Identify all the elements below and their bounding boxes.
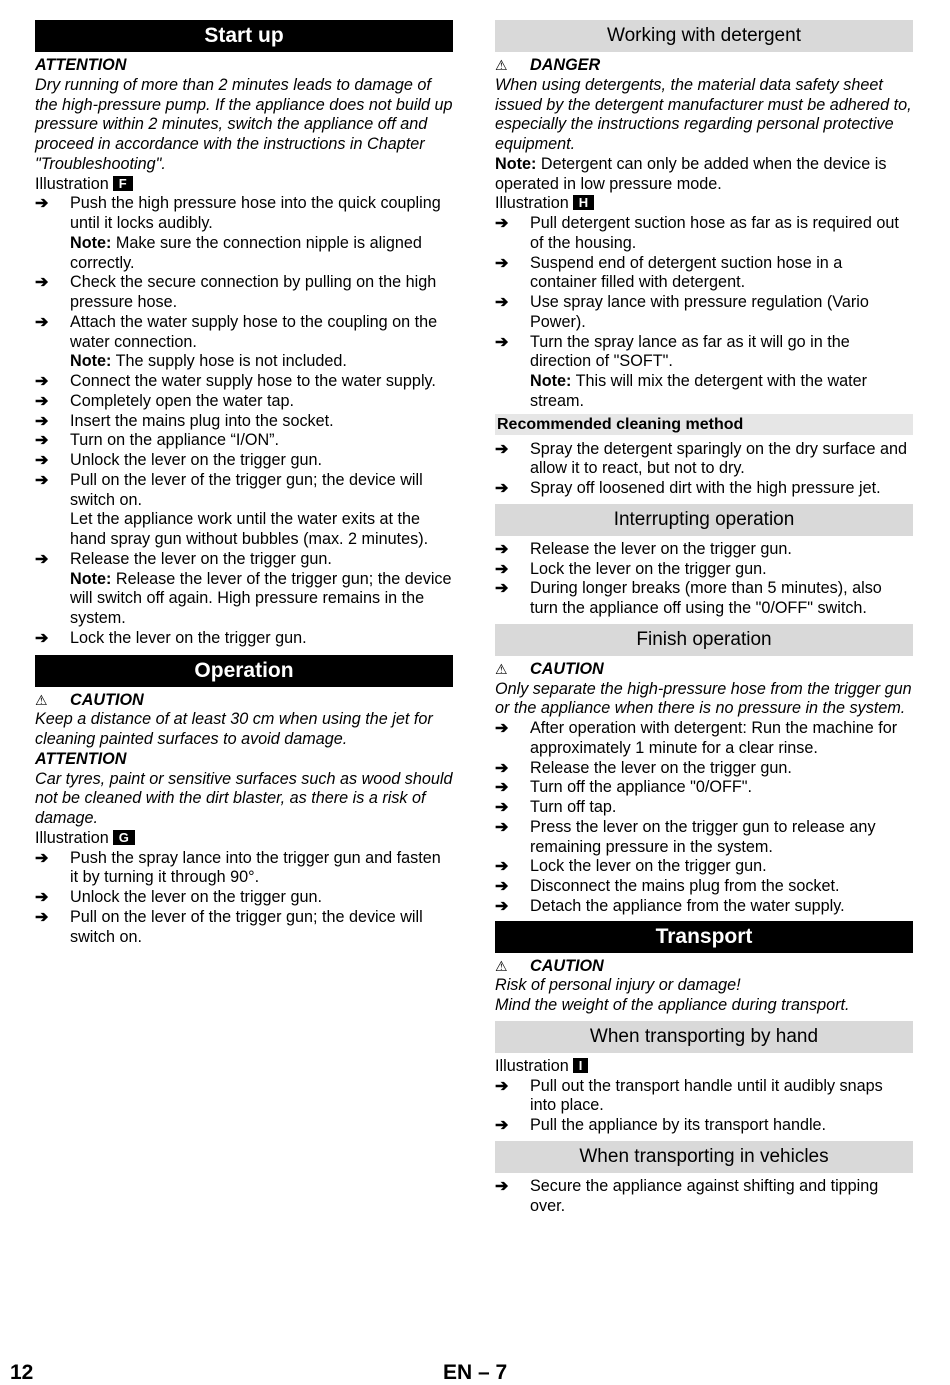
list-item [35, 412, 453, 432]
list-item [495, 214, 913, 254]
illustration-ref [495, 194, 913, 214]
step-text: Spray off loosened dirt with the high pressure jet. [530, 479, 881, 497]
illustration-label: Illustration [495, 194, 569, 213]
danger-label [495, 56, 913, 76]
step-text: Check the secure connection by pulling on the high pressure hose. [70, 273, 437, 311]
illustration-badge: H [573, 195, 594, 210]
section-title-finish-operation: Finish operation [495, 624, 913, 656]
arrow-icon: ➔ [35, 273, 49, 292]
arrow-icon: ➔ [495, 214, 509, 232]
list-item [495, 798, 913, 818]
note-text: The supply hose is not included. [111, 352, 347, 371]
arrow-icon: ➔ [35, 549, 49, 568]
list-item [495, 333, 913, 373]
step-text: Connect the water supply hose to the water supply. [70, 372, 436, 390]
step-text: Suspend end of detergent suction hose in a container filled with detergent. [530, 253, 843, 292]
list-item [35, 629, 453, 649]
step-text: Secure the appliance against shifting and tipping over. [530, 1176, 879, 1215]
list-item [495, 579, 913, 619]
arrow-icon: ➔ [495, 758, 509, 777]
note-text: Release the lever of the trigger gun; the device will switch off again. High pressure remains in the system. [70, 569, 452, 627]
arrow-icon: ➔ [495, 1176, 509, 1195]
illustration-label: Illustration [35, 174, 109, 193]
step-extra: Let the appliance work until the water exits at the hand spray gun without bubbles (max. 2 minutes). [70, 510, 429, 548]
right-column [495, 20, 913, 1216]
step-text: Pull the appliance by its transport handle. [530, 1116, 827, 1134]
danger-text-label: DANGER [530, 56, 601, 74]
step-text: Unlock the lever on the trigger gun. [70, 451, 322, 469]
list-item [35, 451, 453, 471]
arrow-icon: ➔ [495, 293, 509, 311]
arrow-icon: ➔ [495, 1076, 509, 1095]
step-note [35, 352, 453, 372]
step-text: Use spray lance with pressure regulation (Vario Power). [530, 293, 869, 331]
caution-text: Risk of personal injury or damage! [495, 976, 741, 995]
note-text: This will mix the detergent with the water stream. [530, 372, 868, 410]
step-text: Release the lever on the trigger gun. [530, 539, 792, 558]
step-text: Completely open the water tap. [70, 391, 295, 410]
step-text: Unlock the lever on the trigger gun. [70, 888, 322, 906]
caution-text: Only separate the high-pressure hose from the trigger gun or the appliance when there is no pressure in the system. [495, 679, 912, 718]
arrow-icon: ➔ [495, 579, 509, 598]
illustration-label: Illustration [35, 828, 109, 847]
caution-label [495, 660, 913, 680]
list-item [495, 719, 913, 759]
list-item [495, 818, 913, 858]
list-item [495, 897, 913, 917]
page-code: EN – 7 [443, 1361, 508, 1384]
list-item [35, 888, 453, 908]
step-text: Detach the appliance from the water supply. [530, 896, 845, 915]
arrow-icon: ➔ [495, 539, 509, 558]
arrow-icon: ➔ [495, 877, 509, 895]
list-item [35, 273, 453, 313]
list-item [35, 372, 453, 392]
section-title-transport-in-vehicles: When transporting in vehicles [495, 1141, 913, 1173]
step-text: Lock the lever on the trigger gun. [70, 628, 307, 647]
arrow-icon: ➔ [495, 439, 509, 458]
step-text: Spray the detergent sparingly on the dry surface and allow it to react, but not to dry. [530, 439, 908, 478]
step-text: Pull on the lever of the trigger gun; the device will switch on. [70, 907, 423, 946]
list-item [495, 440, 913, 480]
step-note [35, 234, 453, 274]
note-label: Note: [530, 372, 572, 390]
step-text: Lock the lever on the trigger gun. [530, 559, 767, 578]
list-item [35, 908, 453, 948]
arrow-icon: ➔ [35, 451, 49, 469]
arrow-icon: ➔ [495, 1116, 509, 1134]
note-text: Make sure the connection nipple is aligned correctly. [70, 233, 422, 272]
list-item [495, 778, 913, 798]
step-text: During longer breaks (more than 5 minutes), also turn the appliance off using the "0/OFF" switch. [530, 579, 882, 617]
list-item [495, 877, 913, 897]
step-text: Press the lever on the trigger gun to release any remaining pressure in the system. [530, 817, 876, 856]
illustration-ref [495, 1057, 913, 1077]
section-title-operation: Operation [35, 655, 453, 687]
illustration-ref [35, 829, 453, 849]
caution-text-label: CAUTION [70, 690, 144, 709]
section-title-start-up: Start up [35, 20, 453, 52]
arrow-icon: ➔ [495, 857, 509, 876]
section-title-transport: Transport [495, 921, 913, 953]
caution-label [495, 957, 913, 977]
arrow-icon: ➔ [495, 719, 509, 737]
note-label: Note: [495, 154, 537, 173]
warning-icon: ⚠ [495, 660, 508, 677]
step-text: Turn off the appliance "0/OFF". [530, 778, 753, 797]
illustration-badge: G [113, 830, 135, 845]
warning-icon: ⚠ [495, 957, 508, 974]
attention-text: Dry running of more than 2 minutes leads to damage of the high-pressure pump. If the appliance does not build up pressure within 2 minutes, switch the appliance off and proceed in accordance with the instructions in Chapter "Troubleshooting". [35, 75, 453, 173]
caution-text-label: CAUTION [530, 956, 604, 975]
illustration-label: Illustration [495, 1056, 569, 1075]
page-number: 12 [10, 1361, 34, 1384]
arrow-icon: ➔ [35, 391, 49, 410]
step-note [35, 570, 453, 629]
arrow-icon: ➔ [35, 907, 49, 926]
list-item [35, 194, 453, 234]
illustration-badge: F [113, 176, 133, 191]
list-item [495, 293, 913, 333]
note-label: Note: [70, 569, 112, 588]
step-text: Release the lever on the trigger gun. [70, 549, 332, 568]
danger-text: When using detergents, the material data safety sheet issued by the detergent manufacturer must be adhered to, especially the instructions regarding personal protective equipment. [495, 75, 912, 153]
note-label: Note: [70, 233, 112, 252]
note-label: Note: [70, 352, 112, 371]
step-note [495, 372, 913, 412]
step-text: Pull on the lever of the trigger gun; the device will switch on. [70, 470, 423, 509]
section-title-transport-by-hand: When transporting by hand [495, 1021, 913, 1053]
arrow-icon: ➔ [495, 817, 509, 836]
list-item [35, 431, 453, 451]
list-item [495, 1077, 913, 1117]
step-text: Turn off tap. [530, 798, 617, 816]
illustration-ref [35, 175, 453, 195]
list-item [495, 1116, 913, 1136]
illustration-badge: I [573, 1058, 589, 1073]
arrow-icon: ➔ [35, 888, 49, 906]
arrow-icon: ➔ [35, 470, 49, 489]
caution-text: Mind the weight of the appliance during transport. [495, 996, 850, 1014]
arrow-icon: ➔ [35, 372, 49, 390]
arrow-icon: ➔ [35, 848, 49, 867]
attention-label: ATTENTION [35, 56, 127, 74]
step-text: After operation with detergent: Run the machine for approximately 1 minute for a clear rinse. [530, 719, 898, 757]
list-item [35, 392, 453, 412]
list-item [495, 540, 913, 560]
detergent-note [495, 155, 913, 195]
step-text: Pull out the transport handle until it audibly snaps into place. [530, 1076, 883, 1115]
caution-label [35, 691, 453, 711]
step-text: Push the high pressure hose into the quick coupling until it locks audibly. [70, 194, 441, 232]
caution-text: Keep a distance of at least 30 cm when using the jet for cleaning painted surfaces to avoid damage. [35, 710, 433, 748]
subsection-title-recommended-cleaning-method: Recommended cleaning method [495, 414, 913, 435]
list-item [495, 479, 913, 499]
section-title-interrupting-operation: Interrupting operation [495, 504, 913, 536]
arrow-icon: ➔ [495, 798, 509, 816]
step-text: Disconnect the mains plug from the socket. [530, 877, 840, 895]
list-item [495, 857, 913, 877]
list-item [495, 254, 913, 294]
step-text: Turn on the appliance “I/ON”. [70, 431, 280, 450]
left-column [35, 20, 453, 947]
attention-label: ATTENTION [35, 749, 127, 768]
list-item [35, 313, 453, 353]
step-text: Turn the spray lance as far as it will go in the direction of "SOFT". [530, 332, 850, 371]
arrow-icon: ➔ [495, 559, 509, 578]
arrow-icon: ➔ [495, 778, 509, 797]
list-item [495, 759, 913, 779]
arrow-icon: ➔ [35, 431, 49, 450]
list-item [495, 560, 913, 580]
note-text: Detergent can only be added when the device is operated in low pressure mode. [495, 154, 887, 193]
step-text: Push the spray lance into the trigger gun and fasten it by turning it through 90°. [70, 848, 441, 887]
step-text: Lock the lever on the trigger gun. [530, 857, 767, 876]
step-text: Release the lever on the trigger gun. [530, 758, 792, 777]
list-item [35, 471, 453, 511]
step-text: Insert the mains plug into the socket. [70, 411, 334, 430]
attention-text: Car tyres, paint or sensitive surfaces such as wood should not be cleaned with the dirt blaster, as there is a risk of damage. [35, 769, 453, 827]
list-item [35, 849, 453, 889]
arrow-icon: ➔ [495, 253, 509, 272]
warning-icon: ⚠ [35, 691, 48, 708]
section-title-working-with-detergent: Working with detergent [495, 20, 913, 52]
arrow-icon: ➔ [495, 332, 509, 351]
arrow-icon: ➔ [495, 896, 509, 915]
arrow-icon: ➔ [35, 628, 49, 647]
caution-text-label: CAUTION [530, 659, 604, 678]
list-item [495, 1177, 913, 1217]
arrow-icon: ➔ [495, 479, 509, 497]
list-item [35, 550, 453, 570]
arrow-icon: ➔ [35, 194, 49, 213]
step-text: Pull detergent suction hose as far as is required out of the housing. [530, 214, 899, 252]
arrow-icon: ➔ [35, 411, 49, 430]
step-text: Attach the water supply hose to the coupling on the water connection. [70, 312, 438, 351]
arrow-icon: ➔ [35, 312, 49, 331]
warning-icon: ⚠ [495, 57, 508, 73]
